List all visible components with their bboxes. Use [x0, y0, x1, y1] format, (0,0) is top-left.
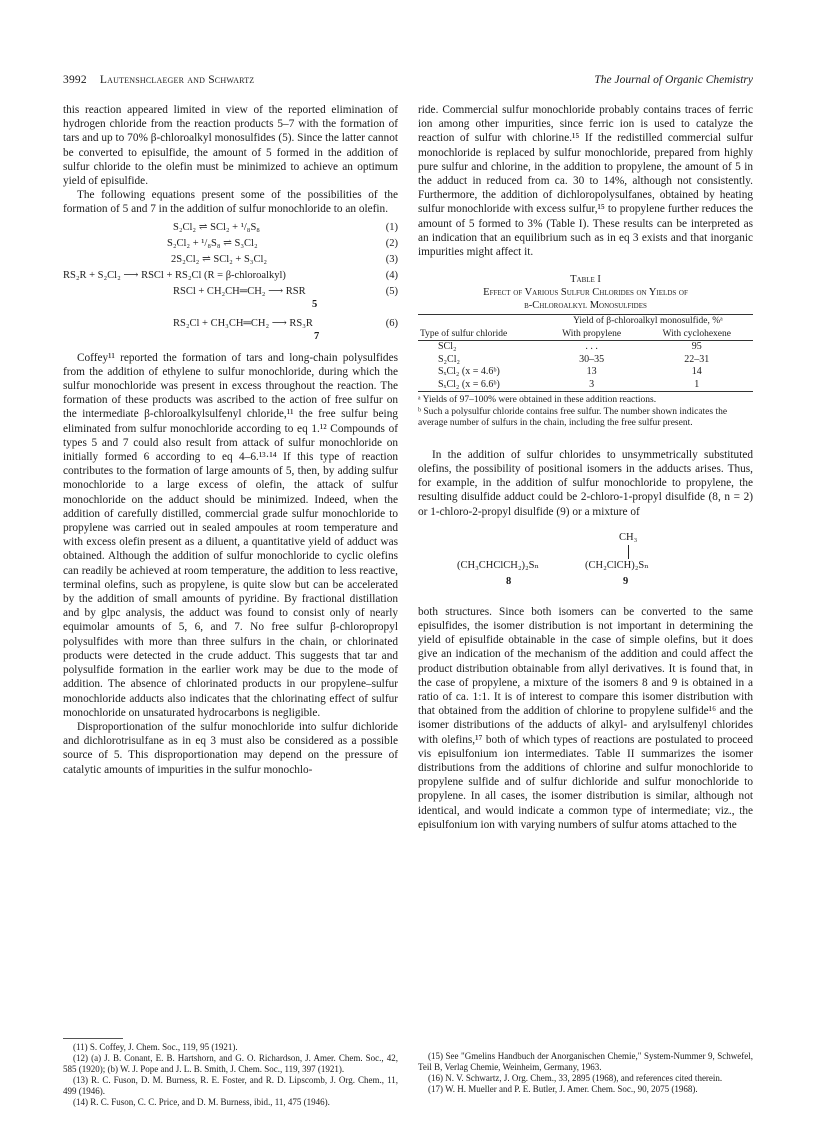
table-row — [418, 366, 753, 379]
group-header: Yield of β-chloroalkyl monosulfide, %ᵃ — [543, 315, 753, 328]
equation-text: RS₂Cl + CH₃CH═CH₂ ⟶ RS₃R — [173, 317, 313, 329]
footnotes-left — [63, 1038, 398, 1108]
table-cell: 30–35 — [579, 353, 605, 365]
paragraph: The following equations present some of the possibilities of the formation of 5 and 7 in the addition of sulfur monochloride to an olefin. — [63, 189, 398, 216]
page-number: 3992 — [63, 74, 87, 86]
table-cell: SₓCl₂ (x = 4.6ᵇ) — [438, 366, 500, 378]
equation-number: (4) — [385, 269, 398, 281]
table-header-row — [418, 315, 753, 328]
paragraph: this reaction appeared limited in view of the reported elimination of hydrogen chloride from the reaction products 5–7 with the formation of tars and up to 70% β-chloroalkyl monosulfides (5). Since the latter cannot be converted to episulfide, the amount of 5 formed in the addition of sulfur chloride to the olefin must be minimized to achieve an optimum yield of episulfide. — [63, 104, 398, 188]
data-table — [418, 314, 753, 392]
table-cell: . . . — [543, 341, 641, 354]
equation-row — [63, 221, 398, 237]
table-header-row — [418, 328, 753, 341]
footnote: (14) R. C. Fuson, C. C. Price, and D. M. Burness, ibid., 11, 475 (1946). — [73, 1097, 330, 1107]
paragraph: In the addition of sulfur chlorides to unsymmetrically substituted olefins, the possibility of positional isomers in the adducts arises. Thus, for example, in the addition of sulfur monochloride to propylene, the resulting disulfide adduct could be 2-chloro-1-propyl disulfide (8, n = 2) or 1-chloro-2-propyl disulfide (9) or a mixture of — [418, 448, 753, 518]
equation-text: 2S₂Cl₂ ⇌ SCl₂ + S₃Cl₂ — [171, 253, 268, 265]
equation-number: (3) — [385, 253, 398, 265]
table-title-line: β-Chloroalkyl Monosulfides — [524, 300, 647, 312]
paragraph: Coffey¹¹ reported the formation of tars and long-chain polysulfides from the addition of ethylene to sulfur monochloride, during which the sulfur monochloride was present in excess throughout the reaction. The formation of these products was ascribed to the action of free sulfur on the intermediate β-chloroalkylsulfenyl chloride,¹¹ the free sulfur being eliminated from sulfur monochloride according to eq 1.¹² Compounds of types 5 and 7 could also result from attack of sulfur monochloride on initially formed 6 according to eq 4–6.¹³·¹⁴ If this type of reaction contributes to the formation of large amounts of 5, then, by adding sulfur monochloride to a large excess of olefin, the attack of sulfur monochloride on the adduct should be minimized. Indeed, when the addition of carefully distilled, commercial grade sulfur monochloride to propylene was carried out in sealed ampoules at room temperature and with excess olefin present as a diluent, a quantitative yield of adduct was obtained. Although the addition of sulfur monochloride to cyclic olefins can readily be achieved at room temperature, the addition to less reactive, terminal olefins, such as propylene, is quite slow but can be accelerated by the addition of small amounts of pyridine. By fractional distillation and by glpc analysis, the adduct was found to consist only of nearly equimolar amounts of 5, 6, and 7. No free sulfur β-chloropropyl polysulfides with more than three sulfurs in the chain, or chlorinated products were detected in the crude adduct. This suggests that tar and polysulfide formation in the earlier work may be due to the mode of addition. The absence of chlorinated products in our propylene–sulfur monochloride adducts also indicates that the chlorinating effect of sulfur monochloride on unsaturated hydrocarbons is negligible. — [63, 351, 398, 719]
table-cell: 95 — [641, 341, 754, 354]
equation-number: (2) — [385, 237, 398, 249]
table-cell: 3 — [589, 378, 595, 390]
table-label: Table I — [570, 274, 601, 286]
table-row — [418, 354, 753, 367]
table-footnote: ᵇ Such a polysulfur chloride contains free sulfur. The number shown indicates the average number of sulfurs in the chain, including the free sulfur present. — [418, 406, 728, 429]
table-row — [418, 341, 753, 354]
header-left — [63, 74, 254, 86]
journal-name: The Journal of Organic Chemistry — [594, 74, 753, 86]
equation-row — [63, 285, 398, 313]
equation-number: (5) — [385, 285, 398, 297]
table-1 — [418, 273, 753, 430]
footnote: (13) R. C. Fuson, D. M. Burness, R. E. Foster, and R. D. Lipscomb, J. Org. Chem., 11, 499 (1946). — [63, 1075, 398, 1096]
paragraph: ride. Commercial sulfur monochloride probably contains traces of ferric ion among other impurities, since ferric ion is used to catalyze the reaction of sulfur with chlorine.¹⁵ If the redistilled commercial sulfur monochloride is replaced by sulfur monochloride, prepared from highly pure sulfur and chlorine, in the addition to propylene, the amount of 5 in the adduct in reduced from ca. 30 to 14%, although not consistently. Furthermore, the addition of dichloropolysulfanes, obtained by heating sulfur monochloride with excess sulfur,¹⁵ to propylene further reduces the amount of 5 formed to 3% (Table I). These results can be interpreted as an indication that an equilibrium such as in eq 3 exists and that inorganic impurities might affect it. — [418, 104, 753, 259]
paragraph: Disproportionation of the sulfur monochloride into sulfur dichloride and dichlorotrisulfane as in eq 3 must also be considered as a possible source of 5. This disproportionation may depend on the pressure of catalytic amounts of impurities in the sulfur monochlo- — [63, 720, 398, 776]
equation-number: (6) — [385, 317, 398, 329]
equation-row — [63, 317, 398, 345]
table-cell: 13 — [586, 366, 597, 378]
paragraph: both structures. Since both isomers can be converted to the same episulfides, the isomer distribution is not important in determining the yield of episulfide obtainable in the case of simple olefins, but it does give an indication of the mechanism of the addition and could affect the product distribution obtainable from allyl derivatives. It is found that, in the case of propylene, a mixture of the isomers 8 and 9 is obtained in a ratio of ca. 1:1. It is of interest to compare this isomer distribution with that obtained from the addition of chlorine to propylene sulfide¹⁶ and the isomer distributions of the adducts of alkyl- and arylsulfenyl chlorides with olefins,¹⁷ both of which types of reactions are postulated to proceed vis episulfonium ion intermediates. Table II summarizes the isomer distributions from the additions of chlorine and sulfur monochloride to propylene sulfide and of sulfur dichloride and sulfur monochloride to propylene. In all cases, the isomer distribution is similar, although not identical, and would indicate a common type of intermediate; viz., the episulfonium ion with varying numbers of sulfur atoms attached to the — [418, 605, 753, 831]
equation-text: S₂Cl₂ + ¹/₈S₈ ⇌ S₃Cl₂ — [167, 237, 258, 249]
structures-8-9 — [418, 525, 753, 595]
column-header: With propylene — [562, 328, 622, 339]
equation-row — [63, 269, 398, 285]
footnote: (15) See "Gmelins Handbuch der Anorganischen Chemie," System-Nummer 9, Schwefel, Teil B, Verlag Chemie, Weinheim, Germany, 1963. — [418, 1051, 753, 1072]
equation-block — [63, 221, 398, 345]
column-header: Type of sulfur chloride — [420, 328, 508, 339]
table-caption — [418, 273, 753, 312]
compound-label: 8 — [506, 575, 512, 587]
table-cell: 14 — [691, 366, 702, 378]
column-header: With cyclohexene — [662, 328, 731, 339]
table-cell: 22–31 — [684, 353, 710, 365]
table-footnote: ᵃ Yields of 97–100% were obtained in these addition reactions. — [418, 395, 657, 406]
footnote: (12) (a) J. B. Conant, E. B. Hartshorn, and G. O. Richardson, J. Amer. Chem. Soc., 42, 585 (1920); (b) W. J. Pope and J. L. B. Smith, J. Chem. Soc., 119, 397 (1921). — [63, 1053, 398, 1074]
compound-label: 5 — [312, 298, 318, 310]
equation-text: S₂Cl₂ ⇌ SCl₂ + ¹/₈S₈ — [173, 221, 260, 233]
equation-row — [63, 237, 398, 253]
footnote: (11) S. Coffey, J. Chem. Soc., 119, 95 (1921). — [73, 1042, 238, 1052]
right-column — [418, 103, 753, 832]
table-row — [418, 379, 753, 392]
table-cell: S₂Cl₂ — [438, 353, 460, 365]
equation-text: RSCl + CH₂CH═CH₂ ⟶ RSR — [173, 285, 306, 297]
equation-number: (1) — [385, 221, 398, 233]
table-cell: SₓCl₂ (x = 6.6ᵇ) — [438, 378, 500, 390]
compound-label: 9 — [623, 575, 629, 587]
equation-row — [63, 253, 398, 269]
footnote: (16) N. V. Schwartz, J. Org. Chem., 33, 2895 (1968), and references cited therein. — [428, 1073, 723, 1083]
left-column — [63, 103, 398, 777]
table-title-line: Effect of Various Sulfur Chlorides on Yields of — [483, 287, 688, 299]
structure-9-methyl: CH₃ — [619, 531, 638, 543]
structure-8: (CH₃CHClCH₂)₂Sₙ — [457, 559, 540, 571]
footnote: (17) W. H. Mueller and P. E. Butler, J. Amer. Chem. Soc., 90, 2075 (1968). — [428, 1084, 698, 1094]
footnote-rule — [63, 1038, 123, 1039]
running-authors: Lautenshclaeger and Schwartz — [99, 74, 255, 86]
table-cell: 1 — [694, 378, 700, 390]
equation-text: RS₂R + S₂Cl₂ ⟶ RSCl + RS₂Cl (R = β-chloroalkyl) — [63, 269, 286, 281]
compound-label: 7 — [314, 330, 320, 342]
footnotes-right — [418, 1051, 753, 1095]
bond-line — [628, 545, 629, 559]
table-cell: SCl₂ — [418, 341, 543, 354]
structure-9: (CH₂ClCH)₂Sₙ — [585, 559, 649, 571]
